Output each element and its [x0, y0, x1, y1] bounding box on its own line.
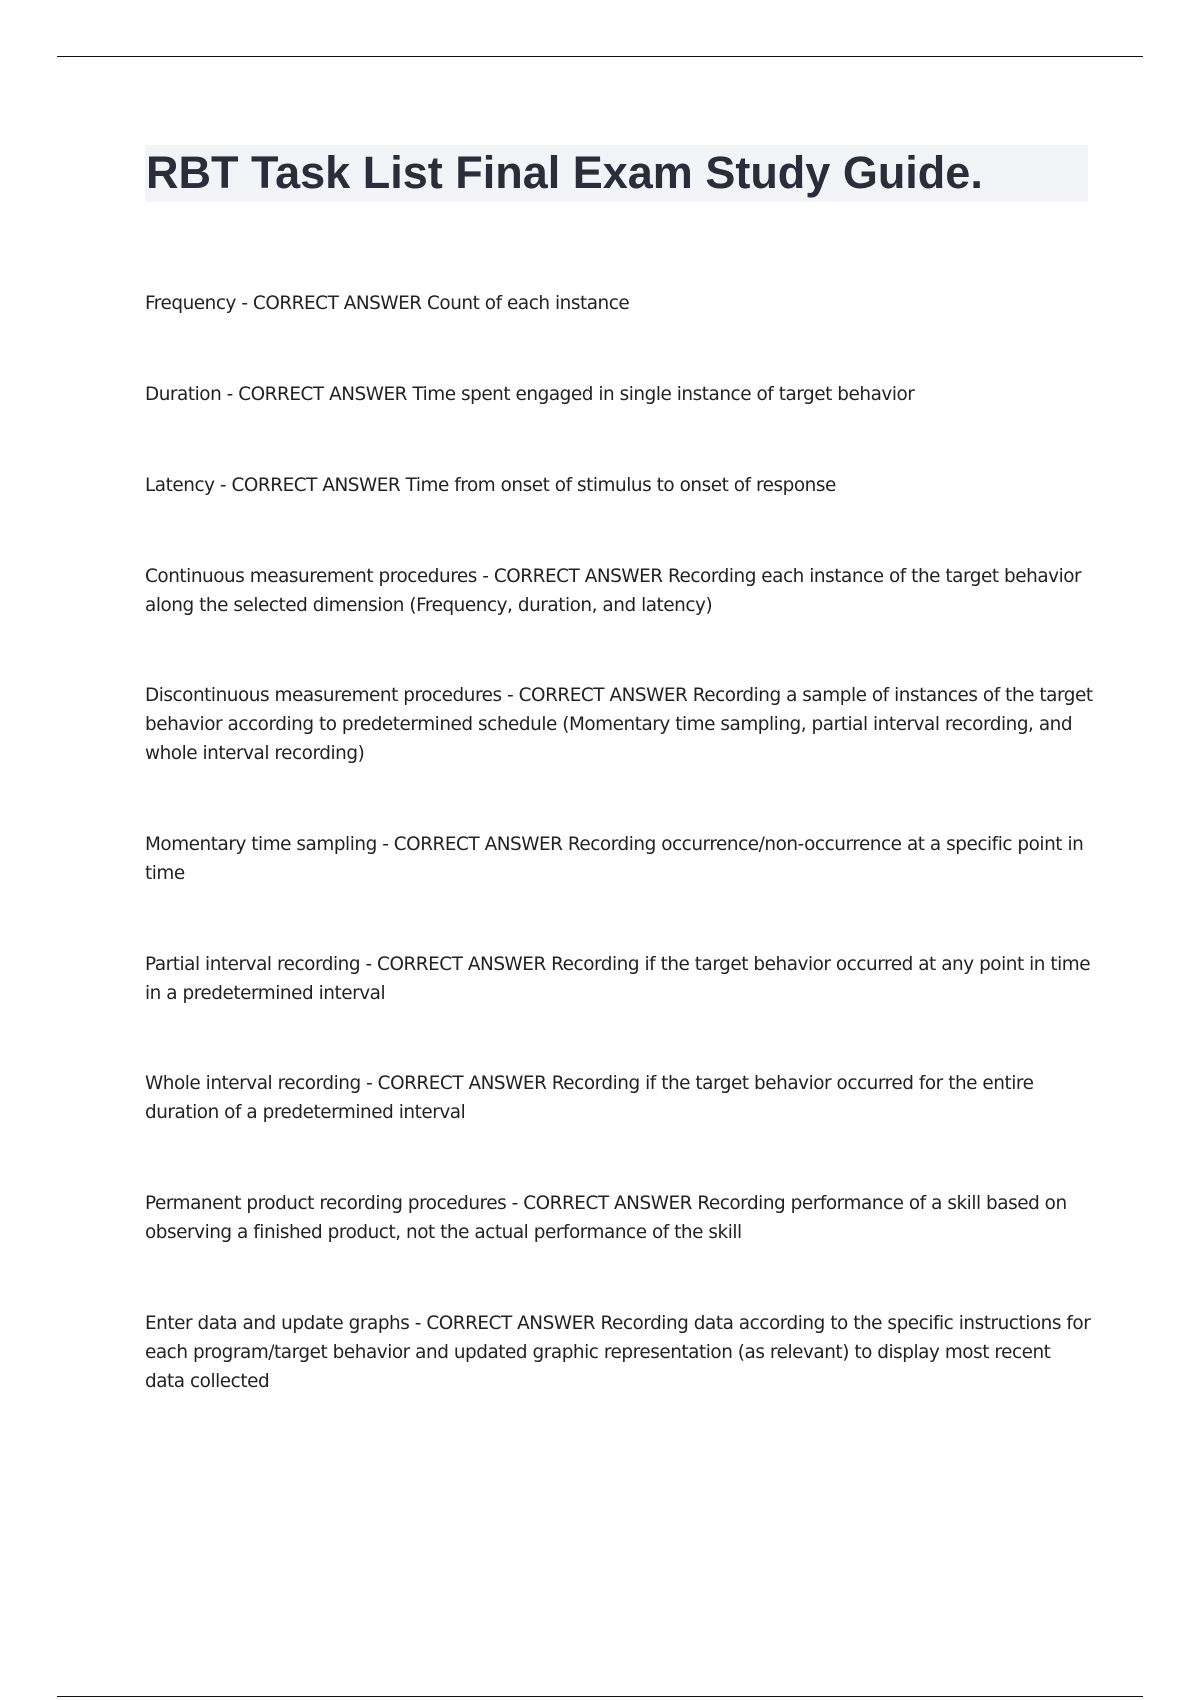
- qa-item-partial-interval: Partial interval recording - CORRECT ANSWER Recording if the target behavior occurred at any point in time in a predetermined interval: [145, 954, 1091, 1004]
- page-title: RBT Task List Final Exam Study Guide.: [146, 147, 983, 198]
- qa-item-latency: Latency - CORRECT ANSWER Time from onset of stimulus to onset of response: [145, 475, 836, 496]
- top-divider: [57, 56, 1143, 57]
- qa-item-discontinuous-measurement: Discontinuous measurement procedures - CORRECT ANSWER Recording a sample of instances of the target behavior according to predetermined schedule (Momentary time sampling, partial interval recording, and whole interval recording): [145, 685, 1093, 764]
- qa-item-permanent-product: Permanent product recording procedures - CORRECT ANSWER Recording performance of a skill based on observing a finished product, not the actual performance of the skill: [145, 1193, 1067, 1243]
- qa-item-duration: Duration - CORRECT ANSWER Time spent engaged in single instance of target behavior: [145, 384, 915, 405]
- bottom-divider: [57, 1696, 1143, 1697]
- qa-item-whole-interval: Whole interval recording - CORRECT ANSWER Recording if the target behavior occurred for the entire duration of a predetermined interval: [145, 1073, 1034, 1123]
- qa-item-momentary-time-sampling: Momentary time sampling - CORRECT ANSWER Recording occurrence/non-occurrence at a specific point in time: [145, 834, 1084, 884]
- qa-item-enter-data-graphs: Enter data and update graphs - CORRECT ANSWER Recording data according to the specific instructions for each program/target behavior and updated graphic representation (as relevant) to display most recent data collected: [145, 1313, 1091, 1392]
- qa-item-frequency: Frequency - CORRECT ANSWER Count of each instance: [145, 293, 630, 314]
- qa-item-continuous-measurement: Continuous measurement procedures - CORRECT ANSWER Recording each instance of the target behavior along the selected dimension (Frequency, duration, and latency): [145, 566, 1082, 616]
